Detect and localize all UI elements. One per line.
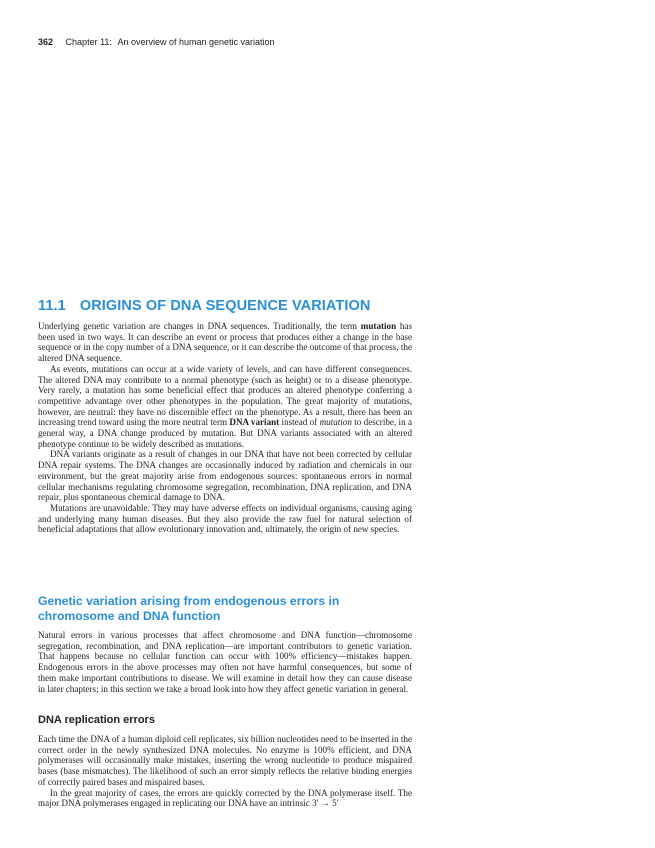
text-run: As events, mutations can occur at a wide variety of levels, and can have different consequences. The altered DNA may contribute to a normal phenotype (such as height) or to a disease phenotype. Very rarely, a mutation has some beneficial effect that produces an altered phenotype conferring a competitive advantage over other phenotypes in the population. The great majority of mutations, however, are neutral: they have no discernible effect on the phenotype. As a result, there has been an increasing trend toward using the more neutral term (38, 363, 412, 428)
text-run: Underlying genetic variation are changes in DNA sequences. Traditionally, the term (38, 321, 361, 331)
chapter-title: An overview of human genetic variation (117, 37, 275, 47)
paragraph: DNA variants originate as a result of changes in our DNA that have not been corrected by cellular DNA repair systems. The DNA changes are occasionally induced by radiation and chemicals in our environment, but the great majority arise from endogenous sources: spontaneous errors in normal cellular mechanisms regulating chromosome segregation, recombination, DNA replication, and DNA repair, plus spontaneous chemical damage to DNA. (38, 449, 412, 503)
paragraph: Natural errors in various processes that affect chromosome and DNA function—chromosome segregation, recombination, and DNA replication—are important contributors to genetic variation. That happens because no cellular function can occur with 100% efficiency—mistakes happen. Endogenous errors in the above processes may often not have harmful consequences, but some of them make important contributions to disease. We will examine in detail how they can cause disease in later chapters; in this section we take a broad look into how they affect genetic variation in general. (38, 630, 412, 694)
page-number: 362 (38, 37, 54, 47)
key-term: DNA variant (229, 417, 280, 428)
subsubsection-heading: DNA replication errors (38, 714, 155, 726)
subsubsection-body (38, 734, 412, 809)
key-term: mutation (360, 321, 397, 331)
section-body (38, 321, 412, 535)
section-number: 11.1 (38, 298, 66, 314)
subsection-title-line: chromosome and DNA function (38, 609, 221, 623)
paragraph: In the great majority of cases, the errors are quickly corrected by the DNA polymerase itself. The major DNA polymerases engaged in replicating our DNA have an intrinsic 3′ → 5′ (38, 787, 412, 809)
subsection-body (38, 630, 412, 694)
text-run: instead of (279, 417, 320, 428)
subsection-heading (38, 594, 398, 624)
paragraph (38, 321, 412, 364)
subsection-title-line: Genetic variation arising from endogenous errors in (38, 594, 340, 608)
text-run: to describe, in a general way, a DNA change produced by mutation. But DNA variants associated with an altered phenotype continue to be widely described as mutations. (38, 417, 412, 449)
chapter-prefix: Chapter 11: (65, 37, 112, 47)
emphasis: mutation (319, 417, 352, 428)
paragraph (38, 364, 412, 450)
section-heading (38, 298, 370, 314)
section-title: ORIGINS OF DNA SEQUENCE VARIATION (79, 298, 371, 314)
text-run: has been used in two ways. It can describe an event or process that produces either a change in the base sequence or in the copy number of a DNA sequence, or it can describe the outcome of that process, the altered DNA sequence. (38, 321, 412, 364)
running-head (38, 37, 275, 47)
paragraph: Each time the DNA of a human diploid cell replicates, six billion nucleotides need to be inserted in the correct order in the newly synthesized DNA molecules. No enzyme is 100% efficient, and DNA polymerases will occasionally make mistakes, inserting the wrong nucleotide to produce mispaired bases (base mismatches). The likelihood of such an error simply reflects the relative binding energies of correctly paired bases and mispaired bases. (38, 734, 412, 787)
paragraph: Mutations are unavoidable. They may have adverse effects on individual organisms, causing aging and underlying many human diseases. But they also provide the raw fuel for natural selection of beneficial adaptations that allow evolutionary innovation and, ultimately, the origin of new species. (38, 502, 412, 535)
